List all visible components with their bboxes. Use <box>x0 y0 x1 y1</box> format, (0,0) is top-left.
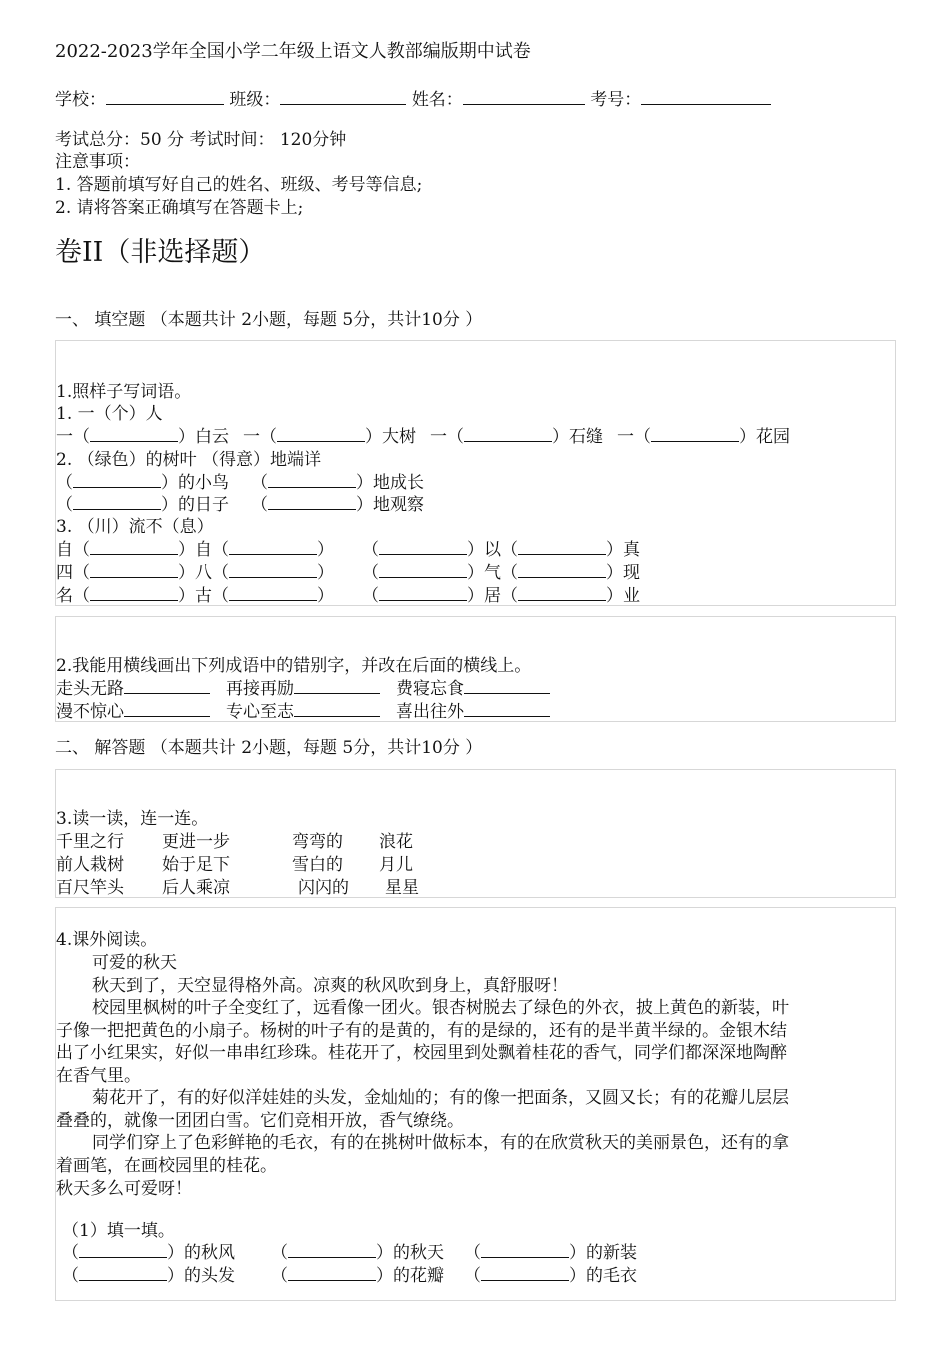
idiom: 专心至志 <box>226 702 294 722</box>
answer-blank[interactable] <box>288 1243 376 1258</box>
answer-blank[interactable] <box>481 1266 569 1281</box>
question-4-box <box>55 907 896 1301</box>
correction-blank[interactable] <box>464 679 550 694</box>
question-1-box <box>55 340 896 606</box>
answer-blank[interactable] <box>268 473 356 488</box>
text: 一（ <box>617 427 651 447</box>
answer-blank[interactable] <box>90 586 178 601</box>
answer-blank[interactable] <box>481 1243 569 1258</box>
text: （ <box>464 1266 481 1286</box>
phrase[interactable]: 前人栽树 <box>56 855 124 875</box>
q2-stem: 2.我能用横线画出下列成语中的错别字，并改在后面的横线上。 <box>56 656 532 676</box>
text: （ <box>362 563 379 583</box>
text: ）的毛衣 <box>569 1266 637 1286</box>
answer-blank[interactable] <box>379 586 467 601</box>
q1-sub1: 1. 一（个）人 <box>56 404 163 424</box>
passage-line: 子像一把把黄色的小扇子。杨树的叶子有的是黄的，有的是绿的，还有的是半黄半绿的。金银木结 <box>56 1021 787 1041</box>
volume-title: 卷II（非选择题） <box>55 237 266 268</box>
idiom: 再接再励 <box>226 679 294 699</box>
text: （ <box>251 495 268 515</box>
correction-blank[interactable] <box>464 702 550 717</box>
text: ）石缝 <box>552 427 603 447</box>
answer-blank[interactable] <box>229 586 317 601</box>
answer-blank[interactable] <box>73 473 161 488</box>
info-fields-row <box>55 88 771 111</box>
text: ）的头发 <box>167 1266 235 1286</box>
answer-blank[interactable] <box>379 540 467 555</box>
text: ）真 <box>606 540 640 560</box>
q1-sub2-row-2 <box>56 494 424 516</box>
phrase[interactable]: 始于足下 <box>162 855 230 875</box>
question-2-box <box>55 616 896 722</box>
text: （ <box>62 1243 79 1263</box>
phrase[interactable]: 更进一步 <box>162 832 230 852</box>
text: ）的小鸟 <box>161 473 229 493</box>
answer-blank[interactable] <box>379 563 467 578</box>
passage-line: 秋天多么可爱呀！ <box>56 1179 192 1199</box>
text: ）以（ <box>467 540 518 560</box>
text: ） <box>317 563 334 583</box>
text: ）的日子 <box>161 495 229 515</box>
text: ）大树 <box>365 427 416 447</box>
answer-blank[interactable] <box>90 563 178 578</box>
text: 名（ <box>56 586 90 606</box>
exam-title: 2022-2023学年全国小学二年级上语文人教部编版期中试卷 <box>55 41 531 62</box>
text: （ <box>56 495 73 515</box>
answer-blank[interactable] <box>90 540 178 555</box>
class-input-line[interactable] <box>280 88 406 105</box>
idiom: 费寝忘食 <box>396 679 464 699</box>
passage-line: 着画笔，在画校园里的桂花。 <box>56 1156 277 1176</box>
text: ）八（ <box>178 563 229 583</box>
note-2: 2. 请将答案正确填写在答题卡上; <box>55 198 304 218</box>
note-1: 1. 答题前填写好自己的姓名、班级、考号等信息; <box>55 175 423 195</box>
phrase[interactable]: 百尺竿头 <box>56 878 124 898</box>
text: ）地观察 <box>356 495 424 515</box>
text: ）的秋天 <box>376 1243 444 1263</box>
section1-title: 一、 填空题 （本题共计 2小题，每题 5分，共计10分 ） <box>55 310 483 330</box>
text: （ <box>362 540 379 560</box>
q1-sub1-row <box>56 426 790 448</box>
q4-sub1: （1）填一填。 <box>62 1221 175 1241</box>
exam-number-input-line[interactable] <box>641 88 771 105</box>
name-label: 姓名： <box>411 90 463 110</box>
school-label: 学校： <box>55 90 106 110</box>
text: （ <box>362 586 379 606</box>
text: ）居（ <box>467 586 518 606</box>
answer-blank[interactable] <box>288 1266 376 1281</box>
phrase[interactable]: 后人乘凉 <box>162 878 230 898</box>
passage-line: 叠叠的，就像一团团白雪。它们竞相开放，香气缭绕。 <box>56 1111 464 1131</box>
phrase[interactable]: 雪白的 <box>292 855 343 875</box>
text: ）地成长 <box>356 473 424 493</box>
passage-line: 秋天到了，天空显得格外高。凉爽的秋风吹到身上，真舒服呀！ <box>92 976 568 996</box>
answer-blank[interactable] <box>268 495 356 510</box>
text: 四（ <box>56 563 90 583</box>
q1-sub3-row-1 <box>56 539 640 561</box>
idiom: 喜出往外 <box>396 702 464 722</box>
q4-fill-row-1 <box>62 1242 637 1264</box>
text: ）业 <box>606 586 640 606</box>
q3-row-3 <box>56 877 419 898</box>
q1-sub3: 3. （川）流不（息） <box>56 517 214 537</box>
phrase[interactable]: 星星 <box>385 878 419 898</box>
text: 一（ <box>56 427 90 447</box>
q3-row-1 <box>56 831 413 853</box>
correction-blank[interactable] <box>124 702 210 717</box>
idiom: 漫不惊心 <box>56 702 124 722</box>
text: ）古（ <box>178 586 229 606</box>
text: ）自（ <box>178 540 229 560</box>
text: ）花园 <box>739 427 790 447</box>
text: ）的花瓣 <box>376 1266 444 1286</box>
phrase[interactable]: 弯弯的 <box>292 832 343 852</box>
passage-line: 出了小红果实，好似一串串红珍珠。桂花开了，校园里到处飘着桂花的香气，同学们都深深地陶醉 <box>56 1043 787 1063</box>
passage-line: 菊花开了，有的好似洋娃娃的头发，金灿灿的；有的像一把面条，又圆又长；有的花瓣儿层层 <box>92 1088 789 1108</box>
correction-blank[interactable] <box>294 679 380 694</box>
answer-blank[interactable] <box>518 563 606 578</box>
q1-sub3-row-3 <box>56 585 640 606</box>
phrase[interactable]: 浪花 <box>379 832 413 852</box>
notes-title: 注意事项： <box>55 152 140 172</box>
section2-title: 二、 解答题 （本题共计 2小题，每题 5分，共计10分 ） <box>55 738 483 758</box>
text: ）的秋风 <box>167 1243 235 1263</box>
answer-blank[interactable] <box>79 1266 167 1281</box>
q1-sub3-row-2 <box>56 562 640 584</box>
name-input-line[interactable] <box>463 88 585 105</box>
exam-info: 考试总分：50 分 考试时间： 120分钟 <box>55 130 347 150</box>
answer-blank[interactable] <box>277 427 365 442</box>
class-label: 班级： <box>229 90 281 110</box>
text: 一（ <box>243 427 277 447</box>
text: （ <box>271 1243 288 1263</box>
passage-line: 在香气里。 <box>56 1066 141 1086</box>
text: （ <box>464 1243 481 1263</box>
correction-blank[interactable] <box>124 679 210 694</box>
q1-stem: 1.照样子写词语。 <box>56 382 192 402</box>
school-input-line[interactable] <box>106 88 224 105</box>
text: （ <box>271 1266 288 1286</box>
answer-blank[interactable] <box>518 586 606 601</box>
answer-blank[interactable] <box>651 427 739 442</box>
answer-blank[interactable] <box>464 427 552 442</box>
q1-sub2: 2. （绿色）的树叶 （得意）地端详 <box>56 450 322 470</box>
text: ）的新装 <box>569 1243 637 1263</box>
phrase[interactable]: 闪闪的 <box>298 878 349 898</box>
idiom: 走头无路 <box>56 679 124 699</box>
text: 自（ <box>56 540 90 560</box>
question-3-box <box>55 769 896 898</box>
q2-row-1 <box>56 678 550 700</box>
answer-blank[interactable] <box>229 540 317 555</box>
text: ）现 <box>606 563 640 583</box>
q4-fill-row-2 <box>62 1265 637 1287</box>
text: （ <box>56 473 73 493</box>
q1-sub2-row-1 <box>56 472 424 494</box>
phrase[interactable]: 月儿 <box>379 855 413 875</box>
q3-stem: 3.读一读，连一连。 <box>56 809 209 829</box>
text: ）白云 <box>178 427 229 447</box>
text: （ <box>62 1266 79 1286</box>
answer-blank[interactable] <box>79 1243 167 1258</box>
answer-blank[interactable] <box>229 563 317 578</box>
q3-row-2 <box>56 854 413 876</box>
text: ） <box>317 540 334 560</box>
q4-stem: 4.课外阅读。 <box>56 930 158 950</box>
exam-number-label: 考号： <box>590 90 642 110</box>
answer-blank[interactable] <box>518 540 606 555</box>
q2-row-2 <box>56 701 550 722</box>
answer-blank[interactable] <box>90 427 178 442</box>
answer-blank[interactable] <box>73 495 161 510</box>
text: ） <box>317 586 334 606</box>
text: 一（ <box>430 427 464 447</box>
passage-title: 可爱的秋天 <box>92 953 177 973</box>
passage-line: 校园里枫树的叶子全变红了，远看像一团火。银杏树脱去了绿色的外衣，披上黄色的新装，叶 <box>92 998 789 1018</box>
passage-line: 同学们穿上了色彩鲜艳的毛衣，有的在挑树叶做标本，有的在欣赏秋天的美丽景色，还有的拿 <box>92 1133 789 1153</box>
text: ）气（ <box>467 563 518 583</box>
phrase[interactable]: 千里之行 <box>56 832 124 852</box>
correction-blank[interactable] <box>294 702 380 717</box>
text: （ <box>251 473 268 493</box>
